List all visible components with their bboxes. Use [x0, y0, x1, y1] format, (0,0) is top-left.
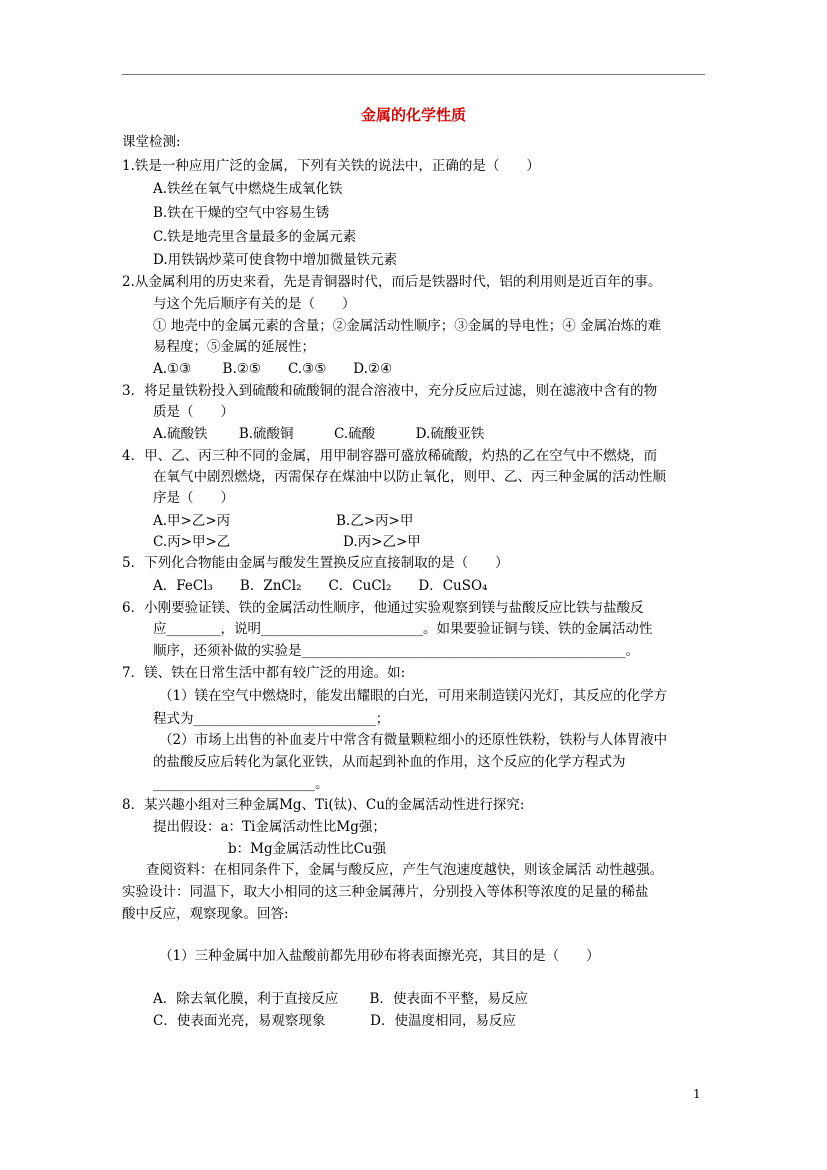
- text-line: （1）三种金属中加入盐酸前都先用砂布将表面擦光亮，其目的是（ ）: [159, 948, 600, 964]
- text-line: b：Mg金属活动性比Cu强: [228, 841, 387, 857]
- text-line: 课堂检测:: [122, 134, 181, 150]
- text-line: 1.铁是一种应用广泛的金属，下列有关铁的说法中，正确的是（ ）: [122, 158, 540, 174]
- text-line: 5．下列化合物能由金属与酸发生置换反应直接制取的是（ ）: [122, 555, 509, 571]
- text-line: A.硫酸铁 B.硫酸铜 C.硫酸 D.硫酸亚铁: [153, 426, 485, 442]
- text-line: ① 地壳中的金属元素的含量；②金属活动性顺序；③金属的导电性；④ 金属冶炼的难: [153, 318, 662, 334]
- text-line: 实验设计：同温下，取大小相同的这三种金属薄片，分别投入等体积等浓度的足量的稀盐: [122, 884, 649, 900]
- text-line: 应________，说明________________________。如果要验证铜与镁、铁的金属活动性: [153, 621, 653, 637]
- text-line: 2.从金属利用的历史来看，先是青铜器时代，而后是铁器时代，铝的利用则是近百年的事。: [122, 274, 662, 290]
- text-line: A.铁丝在氧气中燃烧生成氧化铁: [153, 181, 343, 197]
- text-line: D.用铁锅炒菜可使食物中增加微量铁元素: [153, 252, 398, 268]
- text-line: 7．镁、铁在日常生活中都有较广泛的用途。如:: [122, 665, 406, 681]
- text-line: B.铁在干燥的空气中容易生锈: [153, 205, 330, 221]
- text-line: A.①③ B.②⑤ C.③⑤ D.②④: [153, 361, 393, 377]
- text-line: D.丙>乙>甲: [343, 534, 421, 550]
- text-line: 程式为___________________________；: [153, 711, 390, 727]
- text-line: 易程度；⑤金属的延展性；: [153, 339, 315, 355]
- text-line: C.丙>甲>乙: [153, 534, 231, 550]
- text-line: C．使表面光亮，易观察现象 D．使温度相同，易反应: [153, 1013, 516, 1029]
- text-line: 顺序，还须补做的实验是________________________________________________。: [153, 643, 639, 659]
- page-number: 1: [693, 1087, 701, 1101]
- text-line: 8．某兴趣小组对三种金属Mg、Ti(钛)、Cu的金属活动性进行探究:: [122, 797, 525, 813]
- text-line: B.乙>丙>甲: [336, 513, 414, 529]
- text-line: ________________________。: [153, 776, 329, 792]
- text-line: 4．甲、乙、丙三种不同的金属，用甲制容器可盛放稀硫酸，灼热的乙在空气中不燃烧，而: [122, 448, 658, 464]
- text-line: 序是（ ）: [153, 490, 234, 506]
- text-line: 质是（ ）: [153, 404, 234, 420]
- text-line: A．FeCl₃ B．ZnCl₂ C．CuCl₂ D．CuSO₄: [153, 578, 488, 594]
- header-rule: [122, 74, 705, 75]
- text-line: 的盐酸反应后转化为氯化亚铁，从而起到补血的作用，这个反应的化学方程式为: [153, 754, 626, 770]
- text-line: （1）镁在空气中燃烧时，能发出耀眼的白光，可用来制造镁闪光灯，其反应的化学方: [159, 688, 668, 704]
- text-line: C.铁是地壳里含量最多的金属元素: [153, 229, 357, 245]
- text-line: A.甲>乙>丙: [153, 513, 231, 529]
- page-title: 金属的化学性质: [360, 106, 466, 124]
- text-line: 在氧气中剧烈燃烧，丙需保存在煤油中以防止氧化，则甲、乙、丙三种金属的活动性顺: [153, 469, 666, 485]
- text-line: 查阅资料：在相同条件下，金属与酸反应，产生气泡速度越快，则该金属活 动性越强。: [146, 862, 664, 878]
- text-line: 6．小刚要验证镁、铁的金属活动性顺序，他通过实验观察到镁与盐酸反应比铁与盐酸反: [122, 600, 644, 616]
- text-line: A．除去氧化膜，利于直接反应 B．使表面不平整，易反应: [153, 991, 528, 1007]
- text-line: 与这个先后顺序有关的是（ ）: [153, 296, 356, 312]
- text-line: （2）市场上出售的补血麦片中常含有微量颗粒细小的还原性铁粉，铁粉与人体胃液中: [159, 732, 668, 748]
- text-line: 3．将足量铁粉投入到硫酸和硫酸铜的混合溶液中，充分反应后过滤，则在滤液中含有的物: [122, 383, 658, 399]
- text-line: 提出假设：a：Ti金属活动性比Mg强；: [153, 819, 386, 835]
- text-line: 酸中反应，观察现象。回答:: [122, 906, 289, 922]
